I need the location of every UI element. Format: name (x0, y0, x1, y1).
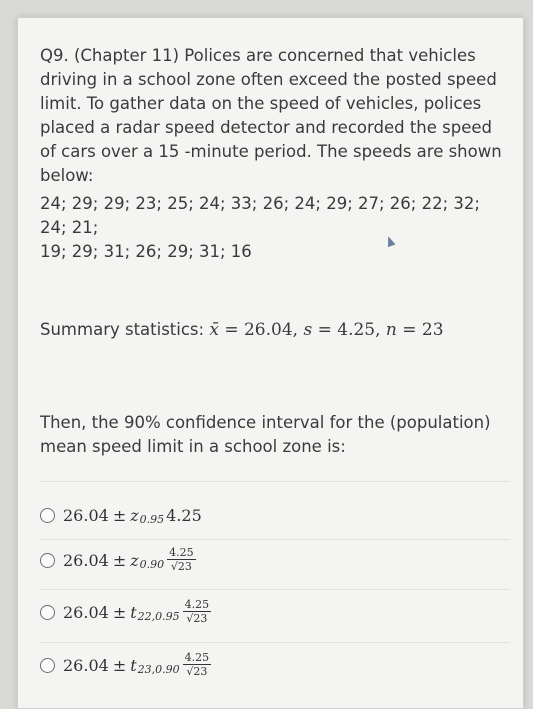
speed-data-line-2: 19; 29; 31; 26; 29; 31; 16 (40, 242, 252, 261)
summary-label: Summary statistics: (40, 320, 210, 339)
xbar-value: = 26.04, (218, 320, 304, 340)
s-value: = 4.25, (312, 320, 386, 340)
option-1[interactable] (40, 506, 510, 525)
speed-data-line-1: 24; 29; 29; 23; 25; 24; 33; 26; 24; 29; 27; 26; 22; 32; 24; 21; (40, 194, 480, 237)
radio-button[interactable] (40, 508, 55, 523)
radio-button[interactable] (40, 553, 55, 568)
divider (40, 589, 510, 590)
stat-symbol: z (130, 550, 139, 570)
option-2[interactable] (40, 547, 510, 573)
stat-subscript: 0.95 (139, 513, 165, 526)
option-lead: 26.04 (63, 655, 109, 675)
option-lead: 26.04 (63, 506, 109, 525)
summary-math (209, 320, 443, 340)
plus-minus: ± (112, 506, 127, 525)
radio-button[interactable] (40, 658, 55, 673)
fraction-denominator: √23 (186, 612, 208, 625)
s-symbol: s (303, 320, 313, 340)
radio-button[interactable] (40, 605, 55, 620)
option-tail: 4.25 (166, 506, 202, 525)
xbar-symbol: x̄ (209, 320, 219, 340)
question-card (17, 17, 524, 709)
stat-symbol: t (130, 602, 137, 622)
fraction-numerator: 4.25 (169, 546, 194, 559)
divider (40, 539, 510, 540)
divider (40, 481, 510, 482)
fraction-denominator: √23 (186, 665, 208, 678)
stat-subscript: 23,0.90 (137, 662, 180, 676)
n-symbol: n (385, 320, 397, 340)
fraction-numerator: 4.25 (184, 651, 210, 664)
stat-subscript: 0.90 (139, 557, 165, 571)
fraction (183, 599, 212, 625)
plus-minus: ± (112, 655, 127, 675)
n-value: = 23 (396, 320, 444, 340)
speed-data (40, 192, 510, 264)
stat-symbol: z (130, 506, 139, 525)
fraction (167, 547, 196, 573)
option-lead: 26.04 (63, 550, 109, 570)
option-3[interactable] (40, 599, 510, 625)
interval-prompt: Then, the 90% confidence interval for the (population) mean speed limit in a school zone is: (40, 413, 491, 456)
plus-minus: ± (112, 550, 127, 570)
stat-symbol: t (130, 655, 137, 675)
fraction-numerator: 4.25 (184, 598, 210, 611)
option-lead: 26.04 (63, 602, 109, 622)
fraction (183, 652, 212, 678)
option-4[interactable] (40, 652, 510, 678)
fraction-denominator: √23 (170, 560, 192, 573)
stat-subscript: 22,0.95 (137, 609, 180, 623)
plus-minus: ± (112, 602, 127, 622)
question-text: Q9. (Chapter 11) Polices are concerned that vehicles driving in a school zone often exceed the posted speed limit. To gather data on the speed of vehicles, polices placed a radar speed detector and recorded the speed of cars over a 15 -minute period. The speeds are shown below: (40, 46, 502, 185)
summary-statistics (40, 318, 510, 342)
divider (40, 642, 510, 643)
